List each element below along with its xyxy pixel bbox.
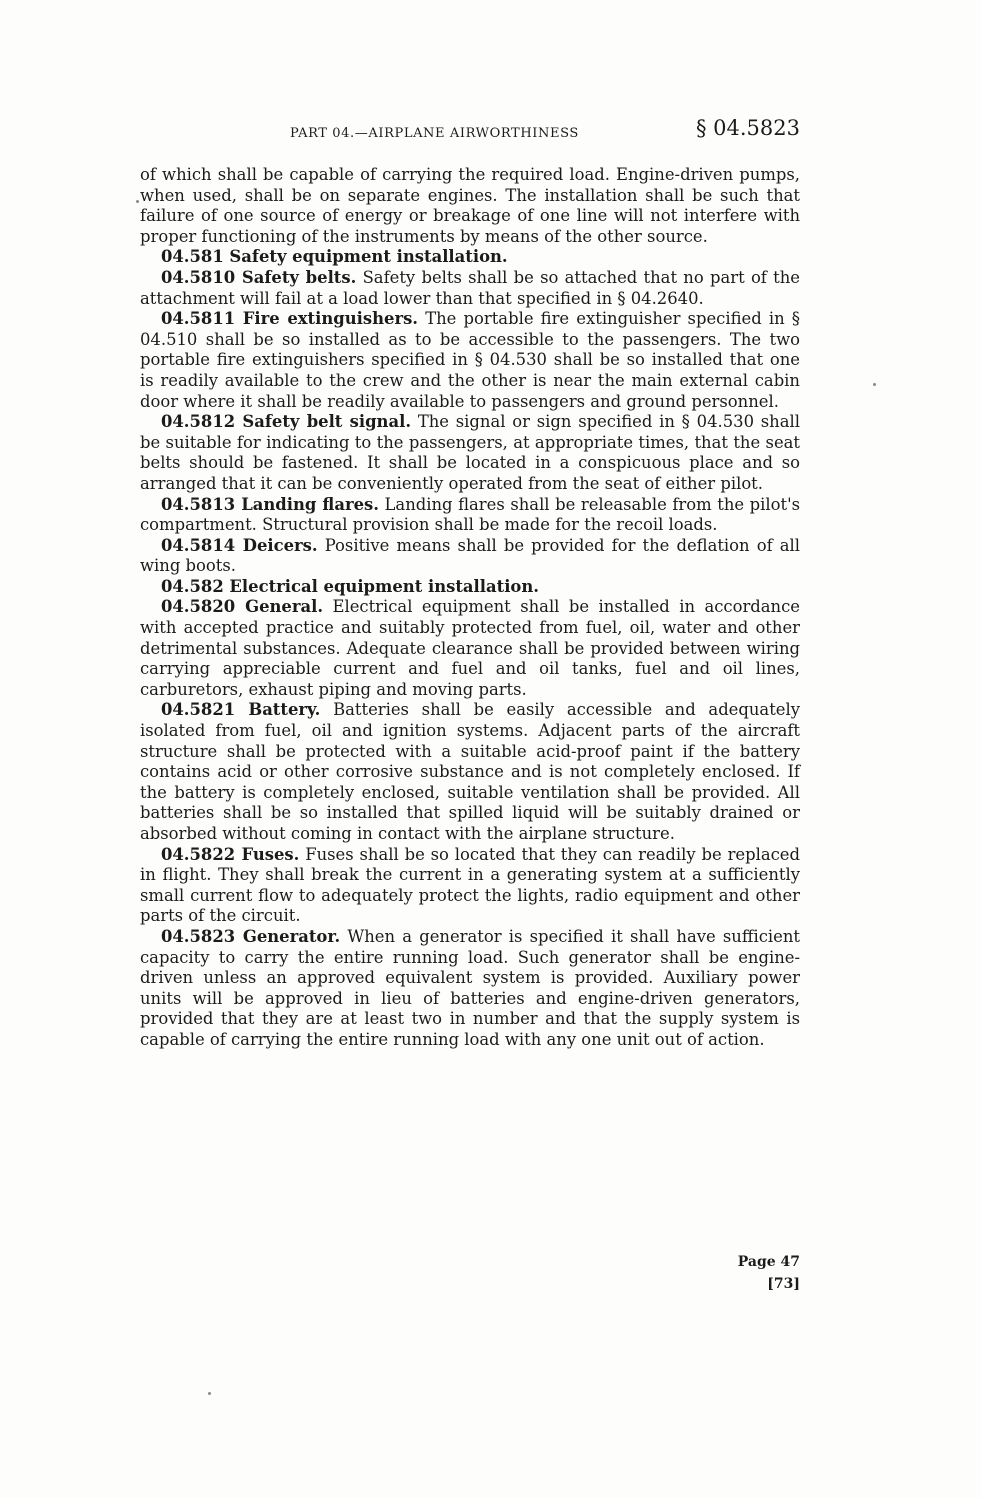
paragraph-text: When a generator is specified it shall have sufficient capacity to carry the entire running load. Such generator shall be engine-driven unless an approved equivalent system is provided. Auxiliary power units will be approved in lieu of batteries and engine-driven generators, provided that they are at least two in number and that the supply system is capable of carrying the entire running load with any one unit out of action.	[140, 926, 800, 1049]
scan-speck	[136, 200, 139, 203]
paragraph-heading: 04.5811 Fire extinguishers.	[161, 309, 419, 329]
paragraph-heading: 04.582 Electrical equipment installation.	[161, 576, 539, 596]
body-text	[140, 165, 800, 1051]
paragraph-5820	[140, 597, 800, 700]
paragraph-heading: 04.5810 Safety belts.	[161, 267, 357, 287]
paragraph-5821	[140, 700, 800, 844]
paragraph-5823	[140, 927, 800, 1051]
paragraph-text: Landing flares shall be releasable from the pilot's compartment. Structural provision shall be made for the recoil loads.	[140, 494, 800, 535]
paragraph-5814	[140, 536, 800, 577]
paragraph-5811	[140, 309, 800, 412]
section-heading-581	[140, 247, 800, 268]
paragraph-5812	[140, 412, 800, 494]
paragraph-5822	[140, 845, 800, 927]
paragraph-text: Electrical equipment shall be installed in accordance with accepted practice and suitably protected from fuel, oil, water and other detrimental substances. Adequate clearance shall be provided between wiring carrying appreciable current and fuel and oil tanks, fuel and oil lines, carburetors, exhaust piping and moving parts.	[140, 597, 800, 699]
scan-speck	[208, 1392, 211, 1395]
paragraph-text: Positive means shall be provided for the deflation of all wing boots.	[140, 535, 800, 576]
paragraph-heading: 04.5814 Deicers.	[161, 535, 318, 555]
paragraph-text: Safety belts shall be so attached that no part of the attachment will fail at a load lower than that specified in § 04.2640.	[140, 267, 800, 308]
paragraph-heading: 04.5821 Battery.	[161, 700, 321, 720]
paragraph-5813	[140, 495, 800, 536]
paragraph-text: of which shall be capable of carrying the required load. Engine-driven pumps, when used, shall be on separate engines. The installation shall be such that failure of one source of energy or breakage of one line will not interfere with proper functioning of the instruments by means of the other source.	[140, 165, 800, 246]
running-head: PART 04.—AIRPLANE AIRWORTHINESS	[290, 126, 579, 141]
paragraph-text: The signal or sign specified in § 04.530 shall be suitable for indicating to the passengers, at appropriate times, that the seat belts should be fastened. It shall be located in a conspicuous place and so arranged that it can be conveniently operated from the seat of either pilot.	[140, 412, 800, 493]
paragraph-continuation	[140, 165, 800, 247]
section-number: § 04.5823	[695, 116, 800, 140]
paragraph-5810	[140, 268, 800, 309]
paragraph-text: Fuses shall be so located that they can readily be replaced in flight. They shall break the current in a generating system at a sufficiently small current flow to adequately protect the lights, radio equipment and other parts of the circuit.	[140, 844, 800, 926]
page-number: Page 47	[737, 1254, 800, 1270]
sheet-number: [73]	[767, 1276, 800, 1292]
paragraph-heading: 04.5813 Landing flares.	[161, 494, 379, 514]
page-footer	[738, 1251, 800, 1295]
paragraph-text: Batteries shall be easily accessible and adequately isolated from fuel, oil and ignition systems. Adjacent parts of the aircraft structure shall be protected with a suitable acid-proof paint if the battery contains acid or other corrosive substance and is not completely enclosed. If the battery is completely enclosed, suitable ventilation shall be provided. All batteries shall be so installed that spilled liquid will be suitably drained or absorbed without coming in contact with the airplane structure.	[140, 700, 800, 843]
paragraph-heading: 04.5823 Generator.	[161, 926, 341, 946]
section-heading-582	[140, 577, 800, 598]
paragraph-heading: 04.5822 Fuses.	[161, 844, 300, 864]
paragraph-heading: 04.5820 General.	[161, 597, 324, 617]
paragraph-text: The portable fire extinguisher specified in § 04.510 shall be so installed as to be accessible to the passengers. The two portable fire extinguishers specified in § 04.530 shall be so installed that one is readily available to the crew and the other is near the main external cabin door where it shall be readily available to passengers and ground personnel.	[140, 309, 801, 411]
paragraph-heading: 04.581 Safety equipment installation.	[161, 247, 508, 267]
paragraph-heading: 04.5812 Safety belt signal.	[161, 412, 412, 432]
scan-speck	[873, 383, 876, 386]
page-header	[140, 116, 800, 150]
